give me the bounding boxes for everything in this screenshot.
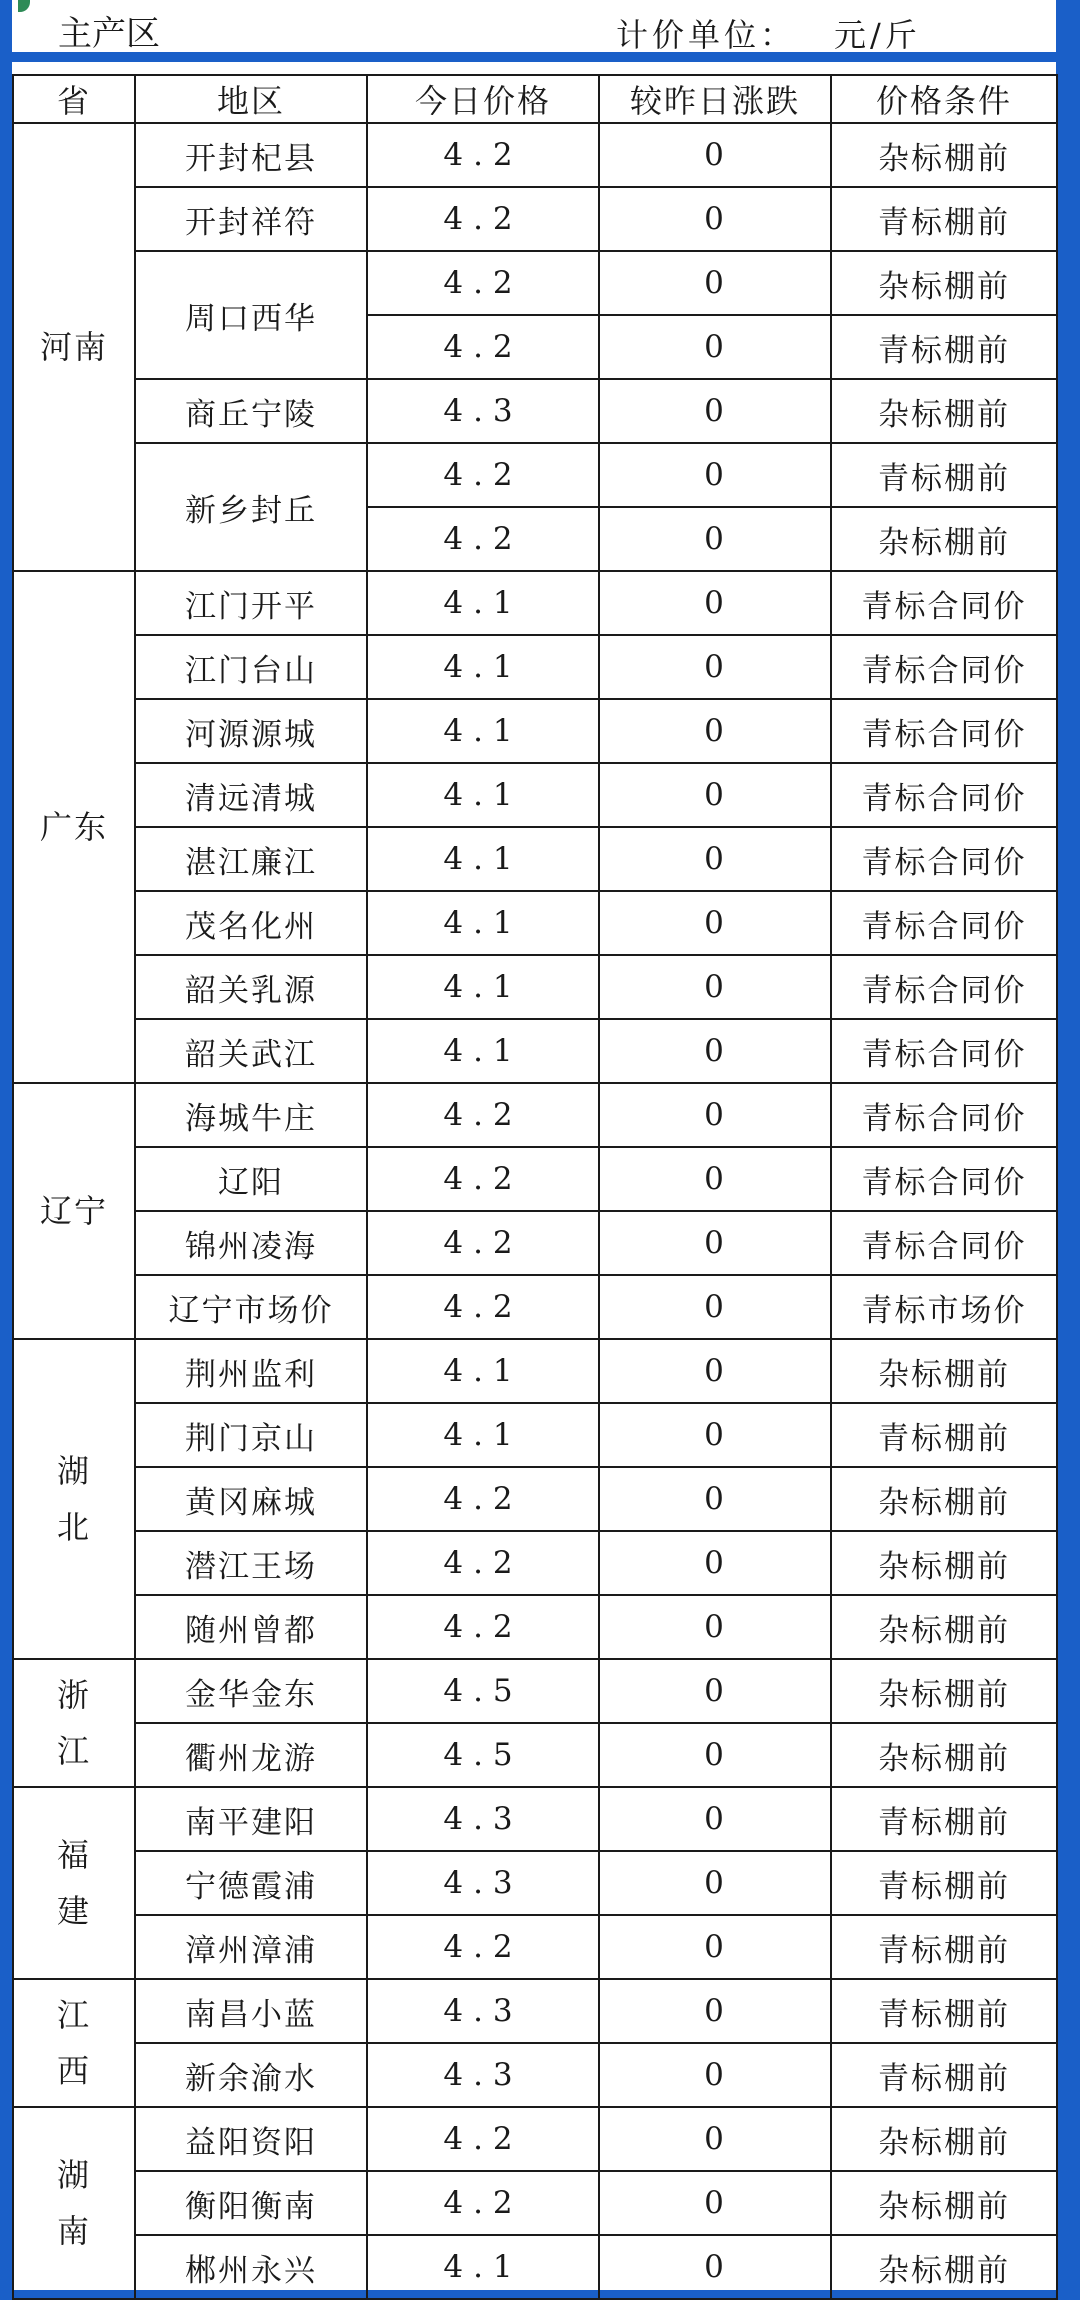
table-row (13, 891, 1057, 955)
unit-value: 元/斤 (834, 16, 921, 54)
condition-cell: 青标合同价 (831, 1083, 1057, 1147)
table-row (13, 1851, 1057, 1915)
province-cell: 江西 (13, 1979, 135, 2107)
change-cell: 0 (599, 2235, 831, 2299)
column-header-region: 地区 (135, 75, 367, 123)
right-border (1056, 0, 1080, 2290)
province-cell: 辽宁 (13, 1083, 135, 1339)
price-cell: 4.3 (367, 1979, 599, 2043)
price-cell: 4.3 (367, 1787, 599, 1851)
region-cell: 韶关乳源 (135, 955, 367, 1019)
condition-cell: 青标合同价 (831, 699, 1057, 763)
region-cell: 荆门京山 (135, 1403, 367, 1467)
region-cell: 随州曾都 (135, 1595, 367, 1659)
region-cell: 益阳资阳 (135, 2107, 367, 2171)
change-cell: 0 (599, 443, 831, 507)
price-cell: 4.2 (367, 1275, 599, 1339)
province-cell: 福建 (13, 1787, 135, 1979)
condition-cell: 青标合同价 (831, 635, 1057, 699)
header-bar (12, 0, 1056, 62)
condition-cell: 杂标棚前 (831, 251, 1057, 315)
region-cell: 开封祥符 (135, 187, 367, 251)
region-cell: 郴州永兴 (135, 2235, 367, 2299)
condition-cell: 杂标棚前 (831, 1339, 1057, 1403)
change-cell: 0 (599, 955, 831, 1019)
region-cell: 韶关武江 (135, 1019, 367, 1083)
condition-cell: 青标合同价 (831, 1019, 1057, 1083)
change-cell: 0 (599, 1851, 831, 1915)
condition-cell: 杂标棚前 (831, 123, 1057, 187)
region-cell: 南昌小蓝 (135, 1979, 367, 2043)
table-row (13, 955, 1057, 1019)
change-cell: 0 (599, 1659, 831, 1723)
price-cell: 4.2 (367, 1595, 599, 1659)
province-cell: 湖北 (13, 1339, 135, 1659)
price-cell: 4.3 (367, 379, 599, 443)
condition-cell: 杂标棚前 (831, 2107, 1057, 2171)
condition-cell: 杂标棚前 (831, 1723, 1057, 1787)
table-row (13, 2043, 1057, 2107)
region-cell: 商丘宁陵 (135, 379, 367, 443)
price-cell: 4.2 (367, 123, 599, 187)
price-cell: 4.2 (367, 1211, 599, 1275)
region-cell: 江门台山 (135, 635, 367, 699)
province-cell: 广东 (13, 571, 135, 1083)
province-cell: 浙江 (13, 1659, 135, 1787)
condition-cell: 杂标棚前 (831, 2171, 1057, 2235)
condition-cell: 青标合同价 (831, 827, 1057, 891)
condition-cell: 青标合同价 (831, 1147, 1057, 1211)
region-cell: 开封杞县 (135, 123, 367, 187)
table-row (13, 1467, 1057, 1531)
price-cell: 4.2 (367, 2107, 599, 2171)
change-cell: 0 (599, 1211, 831, 1275)
region-cell: 南平建阳 (135, 1787, 367, 1851)
change-cell: 0 (599, 1403, 831, 1467)
table-row (13, 123, 1057, 187)
page-title: 主产区 (58, 14, 160, 54)
price-cell: 4.1 (367, 827, 599, 891)
price-cell: 4.1 (367, 1019, 599, 1083)
change-cell: 0 (599, 891, 831, 955)
table-row (13, 2235, 1057, 2299)
region-cell: 潜江王场 (135, 1531, 367, 1595)
column-header-province: 省 (13, 75, 135, 123)
condition-cell: 杂标棚前 (831, 507, 1057, 571)
condition-cell: 青标棚前 (831, 1851, 1057, 1915)
price-table (12, 74, 1058, 2300)
change-cell: 0 (599, 2043, 831, 2107)
table-row (13, 699, 1057, 763)
table-row (13, 251, 1057, 315)
region-cell: 湛江廉江 (135, 827, 367, 891)
condition-cell: 青标合同价 (831, 1211, 1057, 1275)
region-cell: 河源源城 (135, 699, 367, 763)
table-row (13, 1595, 1057, 1659)
column-header-condition: 价格条件 (831, 75, 1057, 123)
table-row (13, 1339, 1057, 1403)
table-row (13, 635, 1057, 699)
price-cell: 4.2 (367, 187, 599, 251)
region-cell: 锦州凌海 (135, 1211, 367, 1275)
change-cell: 0 (599, 1531, 831, 1595)
region-cell: 漳州漳浦 (135, 1915, 367, 1979)
change-cell: 0 (599, 2171, 831, 2235)
price-cell: 4.2 (367, 1467, 599, 1531)
condition-cell: 青标棚前 (831, 1403, 1057, 1467)
condition-cell: 青标棚前 (831, 443, 1057, 507)
change-cell: 0 (599, 315, 831, 379)
unit-label: 计价单位： (616, 16, 797, 54)
change-cell: 0 (599, 1979, 831, 2043)
province-cell: 湖南 (13, 2107, 135, 2299)
change-cell: 0 (599, 1915, 831, 1979)
change-cell: 0 (599, 699, 831, 763)
table-row (13, 379, 1057, 443)
change-cell: 0 (599, 1083, 831, 1147)
column-header-price: 今日价格 (367, 75, 599, 123)
condition-cell: 杂标棚前 (831, 379, 1057, 443)
condition-cell: 杂标棚前 (831, 1659, 1057, 1723)
region-cell: 荆州监利 (135, 1339, 367, 1403)
table-body (13, 123, 1057, 2299)
price-cell: 4.1 (367, 699, 599, 763)
region-cell: 黄冈麻城 (135, 1467, 367, 1531)
table-row (13, 1403, 1057, 1467)
table-row (13, 187, 1057, 251)
table-row (13, 1275, 1057, 1339)
condition-cell: 青标合同价 (831, 571, 1057, 635)
left-border (0, 0, 12, 2290)
change-cell: 0 (599, 1019, 831, 1083)
table-row (13, 2107, 1057, 2171)
condition-cell: 青标棚前 (831, 315, 1057, 379)
table-header-row (13, 75, 1057, 123)
change-cell: 0 (599, 507, 831, 571)
condition-cell: 青标棚前 (831, 2043, 1057, 2107)
region-cell: 清远清城 (135, 763, 367, 827)
condition-cell: 青标棚前 (831, 1787, 1057, 1851)
table-row (13, 1531, 1057, 1595)
table-row (13, 1147, 1057, 1211)
change-cell: 0 (599, 635, 831, 699)
condition-cell: 杂标棚前 (831, 1531, 1057, 1595)
change-cell: 0 (599, 1339, 831, 1403)
change-cell: 0 (599, 1275, 831, 1339)
price-cell: 4.1 (367, 1339, 599, 1403)
column-header-change: 较昨日涨跌 (599, 75, 831, 123)
table-row (13, 1915, 1057, 1979)
region-cell: 金华金东 (135, 1659, 367, 1723)
condition-cell: 杂标棚前 (831, 1595, 1057, 1659)
condition-cell: 青标合同价 (831, 955, 1057, 1019)
price-cell: 4.1 (367, 891, 599, 955)
change-cell: 0 (599, 1723, 831, 1787)
region-cell: 海城牛庄 (135, 1083, 367, 1147)
price-cell: 4.2 (367, 1083, 599, 1147)
price-cell: 4.1 (367, 955, 599, 1019)
table-row (13, 1659, 1057, 1723)
change-cell: 0 (599, 251, 831, 315)
province-cell: 河南 (13, 123, 135, 571)
region-cell: 衡阳衡南 (135, 2171, 367, 2235)
region-cell: 辽阳 (135, 1147, 367, 1211)
price-cell: 4.1 (367, 763, 599, 827)
price-cell: 4.5 (367, 1723, 599, 1787)
change-cell: 0 (599, 123, 831, 187)
region-cell: 辽宁市场价 (135, 1275, 367, 1339)
condition-cell: 青标棚前 (831, 1915, 1057, 1979)
condition-cell: 青标合同价 (831, 763, 1057, 827)
price-cell: 4.3 (367, 2043, 599, 2107)
change-cell: 0 (599, 187, 831, 251)
price-cell: 4.3 (367, 1851, 599, 1915)
change-cell: 0 (599, 1787, 831, 1851)
change-cell: 0 (599, 1467, 831, 1531)
region-cell: 衢州龙游 (135, 1723, 367, 1787)
table-row (13, 443, 1057, 507)
region-cell: 宁德霞浦 (135, 1851, 367, 1915)
condition-cell: 杂标棚前 (831, 1467, 1057, 1531)
price-cell: 4.2 (367, 1147, 599, 1211)
price-cell: 4.1 (367, 2235, 599, 2299)
change-cell: 0 (599, 827, 831, 891)
price-cell: 4.5 (367, 1659, 599, 1723)
price-cell: 4.2 (367, 507, 599, 571)
region-cell: 江门开平 (135, 571, 367, 635)
price-cell: 4.2 (367, 443, 599, 507)
price-cell: 4.2 (367, 1531, 599, 1595)
change-cell: 0 (599, 571, 831, 635)
region-cell: 新乡封丘 (135, 443, 367, 571)
table-row (13, 1979, 1057, 2043)
table-row (13, 2171, 1057, 2235)
table-row (13, 763, 1057, 827)
price-cell: 4.2 (367, 1915, 599, 1979)
table-row (13, 1019, 1057, 1083)
table-row (13, 1083, 1057, 1147)
region-cell: 茂名化州 (135, 891, 367, 955)
condition-cell: 杂标棚前 (831, 2235, 1057, 2299)
change-cell: 0 (599, 1147, 831, 1211)
condition-cell: 青标合同价 (831, 891, 1057, 955)
change-cell: 0 (599, 379, 831, 443)
region-cell: 周口西华 (135, 251, 367, 379)
price-cell: 4.2 (367, 251, 599, 315)
change-cell: 0 (599, 2107, 831, 2171)
region-cell: 新余渝水 (135, 2043, 367, 2107)
change-cell: 0 (599, 763, 831, 827)
price-cell: 4.2 (367, 315, 599, 379)
condition-cell: 青标棚前 (831, 1979, 1057, 2043)
change-cell: 0 (599, 1595, 831, 1659)
table-row (13, 1211, 1057, 1275)
price-cell: 4.1 (367, 635, 599, 699)
condition-cell: 青标市场价 (831, 1275, 1057, 1339)
table-row (13, 1787, 1057, 1851)
table-row (13, 827, 1057, 891)
table-row (13, 571, 1057, 635)
table-row (13, 1723, 1057, 1787)
price-cell: 4.2 (367, 2171, 599, 2235)
price-cell: 4.1 (367, 571, 599, 635)
condition-cell: 青标棚前 (831, 187, 1057, 251)
price-cell: 4.1 (367, 1403, 599, 1467)
